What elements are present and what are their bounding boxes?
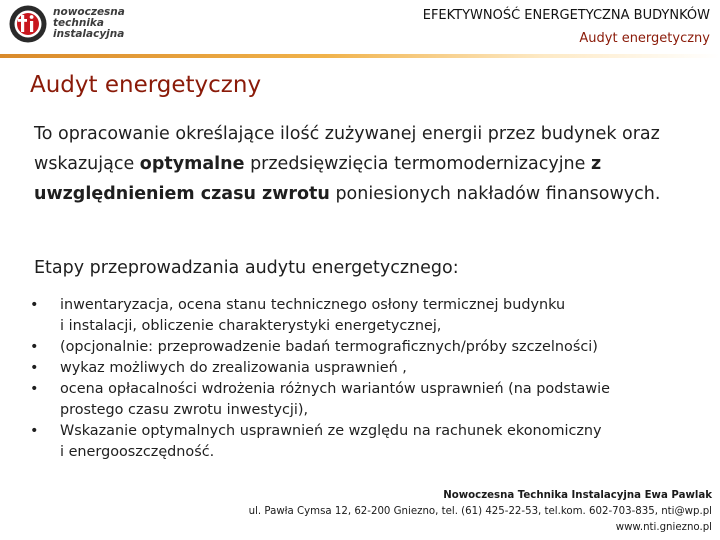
bullet-icon: • [30,423,39,439]
logo-text [53,7,125,40]
bullet-icon: • [30,339,39,355]
intro-paragraph [34,119,694,209]
header-divider [0,54,720,58]
footer-address: ul. Pawła Cymsa 12, 62-200 Gniezno, tel. (61) 425-22-53, tel.kom. 602-703-835, nti@wp.pl [248,506,712,517]
list-item-line: i energooszczędność. [60,444,215,460]
logo-mark-icon [8,4,48,44]
header-subtitle: Audyt energetyczny [579,31,710,46]
list-item [30,295,690,337]
logo-line-3: instalacyjna [53,28,125,40]
logo-line-2: technika [53,17,104,29]
list-item-line: prostego czasu zwrotu inwestycji), [60,402,309,418]
footer [249,488,712,536]
stages-list [30,295,690,463]
intro-bold-2: z uwzględnieniem czasu zwrotu [34,154,602,204]
intro-text-1: To opracowanie określające ilość zużywanej energii przez budynek oraz wskazujące [34,124,660,174]
logo-line-1: nowoczesna [53,6,125,18]
intro-text-3: poniesionych nakładów finansowych. [329,184,661,204]
bullet-icon: • [30,381,39,397]
stages-heading: Etapy przeprowadzania audytu energetycznego: [34,258,459,278]
company-logo [8,4,148,44]
header-title: EFEKTYWNOŚĆ ENERGETYCZNA BUDYNKÓW [422,8,710,23]
list-item [30,421,690,463]
list-item [30,379,690,421]
list-item-line: (opcjonalnie: przeprowadzenie badań termograficznych/próby szczelności) [60,339,598,355]
list-item-line: wykaz możliwych do zrealizowania usprawnień , [60,360,407,376]
footer-website[interactable]: www.nti.gniezno.pl [615,522,712,533]
list-item [30,337,690,358]
footer-company: Nowoczesna Technika Instalacyjna Ewa Pawlak [443,490,712,501]
intro-text-2: przedsięwzięcia termomodernizacyjne [244,154,591,174]
list-item-line: inwentaryzacja, ocena stanu technicznego osłony termicznej budynku [60,297,566,313]
list-item-line: Wskazanie optymalnych usprawnień ze względu na rachunek ekonomiczny [60,423,602,439]
bullet-icon: • [30,360,39,376]
list-item-line: ocena opłacalności wdrożenia różnych wariantów usprawnień (na podstawie [60,381,610,397]
page-title: Audyt energetyczny [30,72,262,98]
intro-bold-1: optymalne [139,154,245,174]
bullet-icon: • [30,297,39,313]
list-item [30,358,690,379]
list-item-line: i instalacji, obliczenie charakterystyki energetycznej, [60,318,442,334]
